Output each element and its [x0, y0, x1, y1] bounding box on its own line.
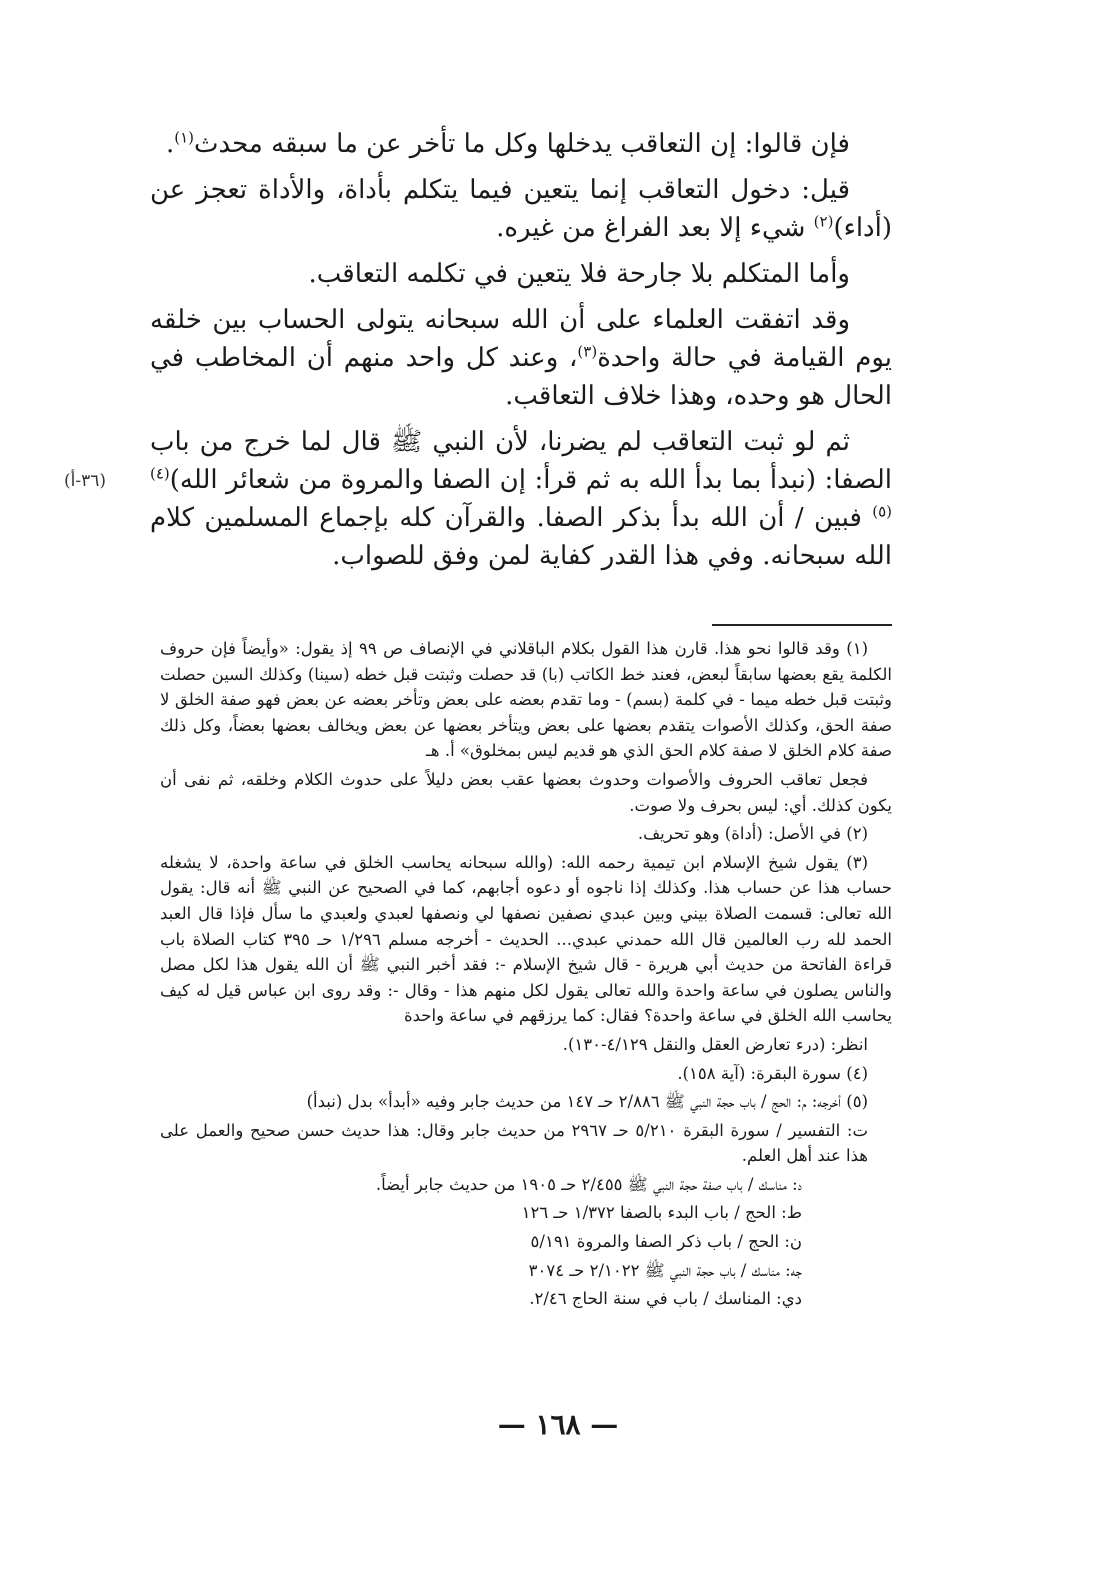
footnote-1-continued: فجعل تعاقب الحروف والأصوات وحدوث بعضها عقب بعض دليلاً على حدوث الكلام وخلقه، ثم نفى أن يكون كذلك. أي: ليس بحرف ولا صوت. [160, 769, 892, 815]
paragraph-1-end: . [165, 129, 175, 159]
paragraph-5-text-a: ثم لو ثبت التعاقب لم يضرنا، لأن النبي ﷺ قال لما خرج من باب الصفا: (نبدأ بما بدأ الله به ثم قرأ: إن الصفا والمروة من شعائر الله) [150, 427, 892, 495]
paragraph-5 [150, 423, 892, 575]
footnote-ref-1: (١) [174, 128, 194, 147]
footnote-5-darimi: دي: المناسك / باب في سنة الحاج ٢/٤٦. [529, 1289, 802, 1309]
paragraph-1 [150, 125, 892, 163]
paragraph-2 [150, 171, 892, 247]
footnote-ref-4: (٤) [150, 464, 170, 483]
footnote-ref-5: (٥) [872, 502, 892, 521]
paragraph-5-text-b: فبين / أن الله بدأ بذكر الصفا. والقرآن كله بإجماع المسلمين كلام الله سبحانه. وفي هذا القدر كفاية لمن وفق للصواب. [150, 503, 892, 571]
margin-folio-note: (٣٦-أ) [64, 471, 107, 491]
footnote-5: (٥) أخرجه: م: الحج / باب حجة النبي ﷺ ٢/٨٨٦ حـ ١٤٧ من حديث جابر وفيه «أبدأ» بدل (نبدأ) [306, 1092, 868, 1112]
main-text [150, 125, 892, 583]
paragraph-4-text-b: ، وعند كل واحد منهم أن المخاطب في الحال هو وحده، وهذا خلاف التعاقب. [150, 343, 892, 411]
footnote-3: (٣) يقول شيخ الإسلام ابن تيمية رحمه الله: (والله سبحانه يحاسب الخلق في ساعة واحدة، لا يشغله حساب هذا عن حساب هذا. وكذلك إذا ناجوه أو دعوه أجابهم، كما في الصحيح عن النبي ﷺ أنه قال: يقول الله تعالى: قسمت الصلاة بيني وبين عبدي نصفين نصفها لي ونصفها لعبدي ولعبدي ما سأل فإذا قال العبد الحمد لله رب العالمين قال الله حمدني عبدي... الحديث - أخرجه مسلم ١/٢٩٦ حـ ٣٩٥ كتاب الصلاة باب قراءة الفاتحة من حديث أبي هريرة - قال شيخ الإسلام -: فقد أخبر النبي ﷺ أن الله يقول هذا لكل مصل والناس يصلون في ساعة واحدة والله تعالى يقول لكل منهم هذا - وقال -: وقد روى ابن عباس قيل له كيف يحاسب الله الخلق في ساعة واحدة؟ فقال: كما يرزقهم في ساعة واحدة [160, 852, 893, 1026]
paragraph-4-text-a: وقد اتفقت العلماء على أن الله سبحانه يتولى الحساب بين خلقه يوم القيامة في حالة واحدة [150, 305, 892, 373]
footnote-ref-2: (٢) [813, 212, 834, 231]
page-number: — ١٦٨ — [497, 1408, 619, 1441]
paragraph-2-text-a: قيل: دخول التعاقب إنما يتعين فيما يتكلم بأداة، والأداة تعجز عن (أداء) [150, 175, 892, 243]
footnote-2: (٢) في الأصل: (أداة) وهو تحريف. [637, 824, 868, 844]
paragraph-4 [150, 301, 892, 415]
footnote-5-muwatta: ط: الحج / باب البدء بالصفا ١/٣٧٢ حـ ١٢٦ [521, 1203, 802, 1223]
footnotes [160, 636, 892, 1315]
footnote-ref-3: (٣) [577, 342, 598, 361]
paragraph-1-text: فإن قالوا: إن التعاقب يدخلها وكل ما تأخر عن ما سبقه محدث [193, 129, 850, 159]
paragraph-2-text-b: شيء إلا بعد الفراغ من غيره. [496, 213, 814, 243]
footnote-5-ibn-majah: جه: مناسك / باب حجة النبي ﷺ ٢/١٠٢٢ حـ ٣٠٧٤ [528, 1260, 802, 1280]
footnote-5-tirmidhi: ت: التفسير / سورة البقرة ٥/٢١٠ حـ ٢٩٦٧ من حديث جابر وقال: هذا حديث حسن صحيح والعمل على هذا عند أهل العلم. [160, 1120, 868, 1166]
footnote-5-nasai: ن: الحج / باب ذكر الصفا والمروة ٥/١٩١ [530, 1232, 802, 1252]
footnote-4: (٤) سورة البقرة: (آية ١٥٨). [677, 1063, 868, 1083]
footnote-5-abu-dawud: د: مناسك / باب صفة حجة النبي ﷺ ٢/٤٥٥ حـ ١٩٠٥ من حديث جابر أيضاً. [375, 1174, 802, 1194]
footnote-1: (١) وقد قالوا نحو هذا. قارن هذا القول بكلام الباقلاني في الإنصاف ص ٩٩ إذ يقول: «وأيضاً فإن حروف الكلمة يقع بعضها سابقاً لبعض، فعند خط الكاتب (با) قد حصلت وثبتت قبل خطه (سينا) وكذلك السين حصلت وثبتت قبل خطه ميما - في كلمة (بسم) - وما تقدم بعضه على بعض وتأخر بعضه عن بعض فهو صفة الخلق لا صفة الحق، وكذلك الأصوات يتقدم بعضها على بعض ويتأخر بعضها عن بعض ويخالف بعضها بعضاً، وكل ذلك صفة كلام الخلق لا صفة كلام الحق الذي هو قديم ليس بمخلوق» أ. هـ [160, 639, 892, 761]
footnote-separator [712, 624, 892, 626]
footnote-3-reference: انظر: (درء تعارض العقل والنقل ٤/١٢٩-١٣٠). [562, 1034, 868, 1054]
paragraph-3: وأما المتكلم بلا جارحة فلا يتعين في تكلمه التعاقب. [308, 259, 850, 289]
